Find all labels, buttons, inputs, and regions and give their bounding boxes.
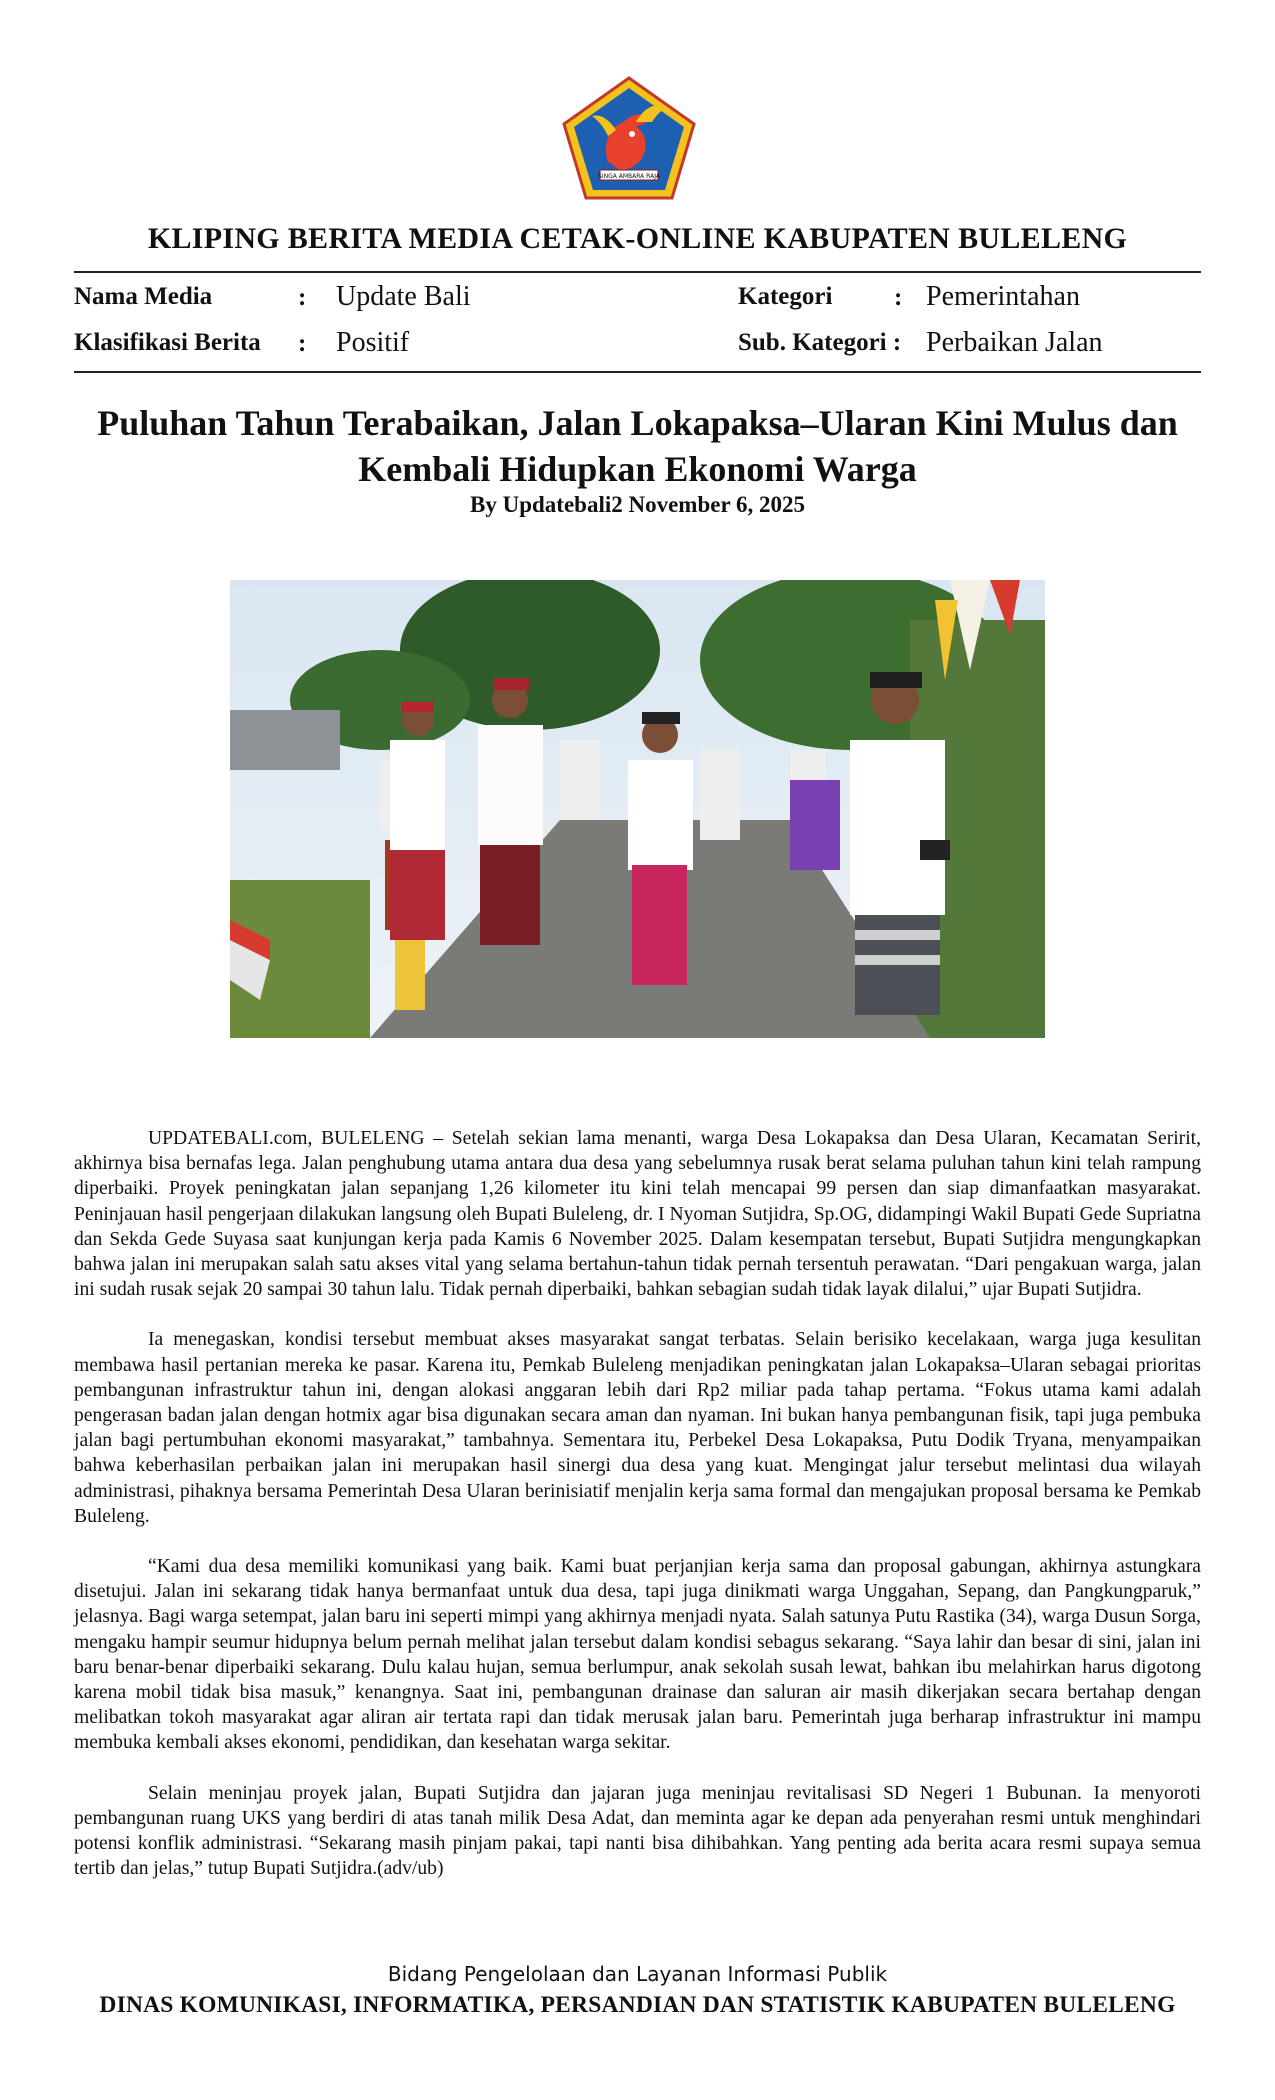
sub-kategori-row xyxy=(738,328,901,358)
sub-kategori-value-wrap xyxy=(926,328,1103,359)
sub-kategori-value: Perbaikan Jalan xyxy=(926,327,1103,358)
klasifikasi-value: Positif xyxy=(336,327,410,358)
clipping-header-title: KLIPING BERITA MEDIA CETAK-ONLINE KABUPATEN BULELENG xyxy=(147,222,1128,255)
kategori-label: Kategori xyxy=(738,283,833,310)
klasifikasi-colon: : xyxy=(298,330,307,357)
article-byline: By Updatebali2 November 6, 2025 xyxy=(470,492,805,517)
news-photo-officials-inspecting-road-icon xyxy=(230,580,1045,1038)
kategori-colon: : xyxy=(894,284,903,311)
kategori-value-wrap xyxy=(926,282,1080,313)
buleleng-emblem-logo xyxy=(560,74,698,202)
klasifikasi-label: Klasifikasi Berita xyxy=(74,329,261,356)
sub-kategori-label: Sub. Kategori : xyxy=(738,329,902,356)
article-headline: Puluhan Tahun Terabaikan, Jalan Lokapaksa–Ularan Kini Mulus dan Kembali Hidupkan Ekonomi Warga xyxy=(97,403,1178,489)
kategori-row xyxy=(738,282,832,312)
klasifikasi-value-wrap xyxy=(336,328,409,359)
article-paragraph: Ia menegaskan, kondisi tersebut membuat akses masyarakat sangat terbatas. Selain berisiko kecelakaan, warga juga kesulitan membawa hasil pertanian mereka ke pasar. Karena itu, Pemkab Buleleng menjadikan peningkatan jalan Lokapaksa–Ularan sebagai prioritas pembangunan infrastruktur tahun ini, dengan alokasi anggaran lebih dari Rp2 miliar pada tahap pertama. “Fokus utama kami adalah pengerasan badan jalan dengan hotmix agar bisa digunakan secara aman dan nyaman. Ini bukan hanya pembangunan fisik, tapi juga pembuka jalan bagi pertumbuhan ekonomi masyarakat,” tambahnya. Sementara itu, Perbekel Desa Lokapaksa, Putu Dodik Tryana, menyampaikan bahwa keberhasilan perbaikan jalan ini merupakan hasil sinergi dua desa yang kuat. Mengingat jalur tersebut melintasi dua wilayah administrasi, pihaknya bersama Pemerintah Desa Ularan berinisiatif menjalin kerja sama formal dan mengajukan proposal bersama ke Pemkab Buleleng. xyxy=(74,1329,1201,1527)
header-divider-top xyxy=(74,271,1201,273)
article-body xyxy=(74,1126,1201,1906)
nama-media-label: Nama Media xyxy=(74,283,213,310)
nama-media-value: Update Bali xyxy=(336,281,471,312)
nama-media-value-wrap xyxy=(336,282,471,313)
article-paragraph: “Kami dua desa memiliki komunikasi yang baik. Kami buat perjanjian kerja sama dan proposal gabungan, akhirnya astungkara disetujui. Jalan ini sekarang tidak hanya bermanfaat untuk dua desa, tapi juga dinikmati warga Unggahan, Sepang, dan Pangkungparuk,” jelasnya. Bagi warga setempat, jalan baru ini seperti mimpi yang akhirnya menjadi nyata. Salah satunya Putu Rastika (34), warga Dusun Sorga, mengaku hampir seumur hidupnya belum pernah melihat jalan tersebut dalam kondisi sebagus sekarang. “Saya lahir dan besar di sini, jalan ini baru benar-benar diperbaiki sekarang. Dulu kalau hujan, semua berlumpur, anak sekolah susah lewat, bahkan ibu melahirkan harus digotong karena mobil tidak bisa masuk,” kenangnya. Saat ini, pembangunan drainase dan saluran air masih dikerjakan secara bertahap dengan melibatkan tokoh masyarakat agar aliran air tertata rapi dan tidak merusak jalan baru. Pemerintah juga berharap infrastruktur ini mampu membuka kembali akses ekonomi, pendidikan, dan kesehatan warga sekitar. xyxy=(74,1556,1201,1754)
news-photo xyxy=(230,580,1045,1038)
footer-department: Bidang Pengelolaan dan Layanan Informasi Publik xyxy=(387,1962,888,1986)
header-divider-bottom xyxy=(74,371,1201,373)
nama-media-row xyxy=(74,282,212,312)
klasifikasi-row xyxy=(74,328,261,358)
article-paragraph: UPDATEBALI.com, BULELENG – Setelah sekian lama menanti, warga Desa Lokapaksa dan Desa Ularan, Kecamatan Seririt, akhirnya bisa bernafas lega. Jalan penghubung utama antara dua desa yang sebelumnya rusak berat selama puluhan tahun kini telah rampung diperbaiki. Proyek peningkatan jalan sepanjang 1,26 kilometer itu kini telah mencapai 99 persen dan siap dimanfaatkan masyarakat. Peninjauan hasil pengerjaan dilakukan langsung oleh Bupati Buleleng, dr. I Nyoman Sutjidra, Sp.OG, didampingi Wakil Bupati Gede Supriatna dan Sekda Gede Suyasa saat kunjungan kerja pada Kamis 6 November 2025. Dalam kesempatan tersebut, Bupati Sutjidra mengungkapkan bahwa jalan ini merupakan salah satu akses vital yang selama bertahun-tahun tidak pernah tersentuh perawatan. “Dari pengakuan warga, jalan ini sudah rusak sejak 20 sampai 30 tahun lalu. Tidak pernah diperbaiki, bahkan sebagian sudah tidak layak dilalui,” ujar Bupati Sutjidra. xyxy=(74,1128,1201,1301)
nama-media-colon: : xyxy=(298,284,307,311)
kategori-value: Pemerintahan xyxy=(926,281,1080,312)
article-paragraph: Selain meninjau proyek jalan, Bupati Sutjidra dan jajaran juga meninjau revitalisasi SD Negeri 1 Bubunan. Ia menyoroti pembangunan ruang UKS yang berdiri di atas tanah milik Desa Adat, dan meminta agar ke depan ada penyerahan resmi untuk menghindari potensi konflik administrasi. “Sekarang masih pinjam pakai, tapi nanti bisa dihibahkan. Yang penting ada berita acara resmi supaya semua tertib dan jelas,” tutup Bupati Sutjidra.(adv/ub) xyxy=(74,1782,1201,1880)
singa-ambara-raja-emblem-icon xyxy=(560,74,698,202)
emblem-caption: SINGA AMBARA RAJA xyxy=(598,173,660,180)
footer-agency: DINAS KOMUNIKASI, INFORMATIKA, PERSANDIAN DAN STATISTIK KABUPATEN BULELENG xyxy=(99,1992,1176,2018)
